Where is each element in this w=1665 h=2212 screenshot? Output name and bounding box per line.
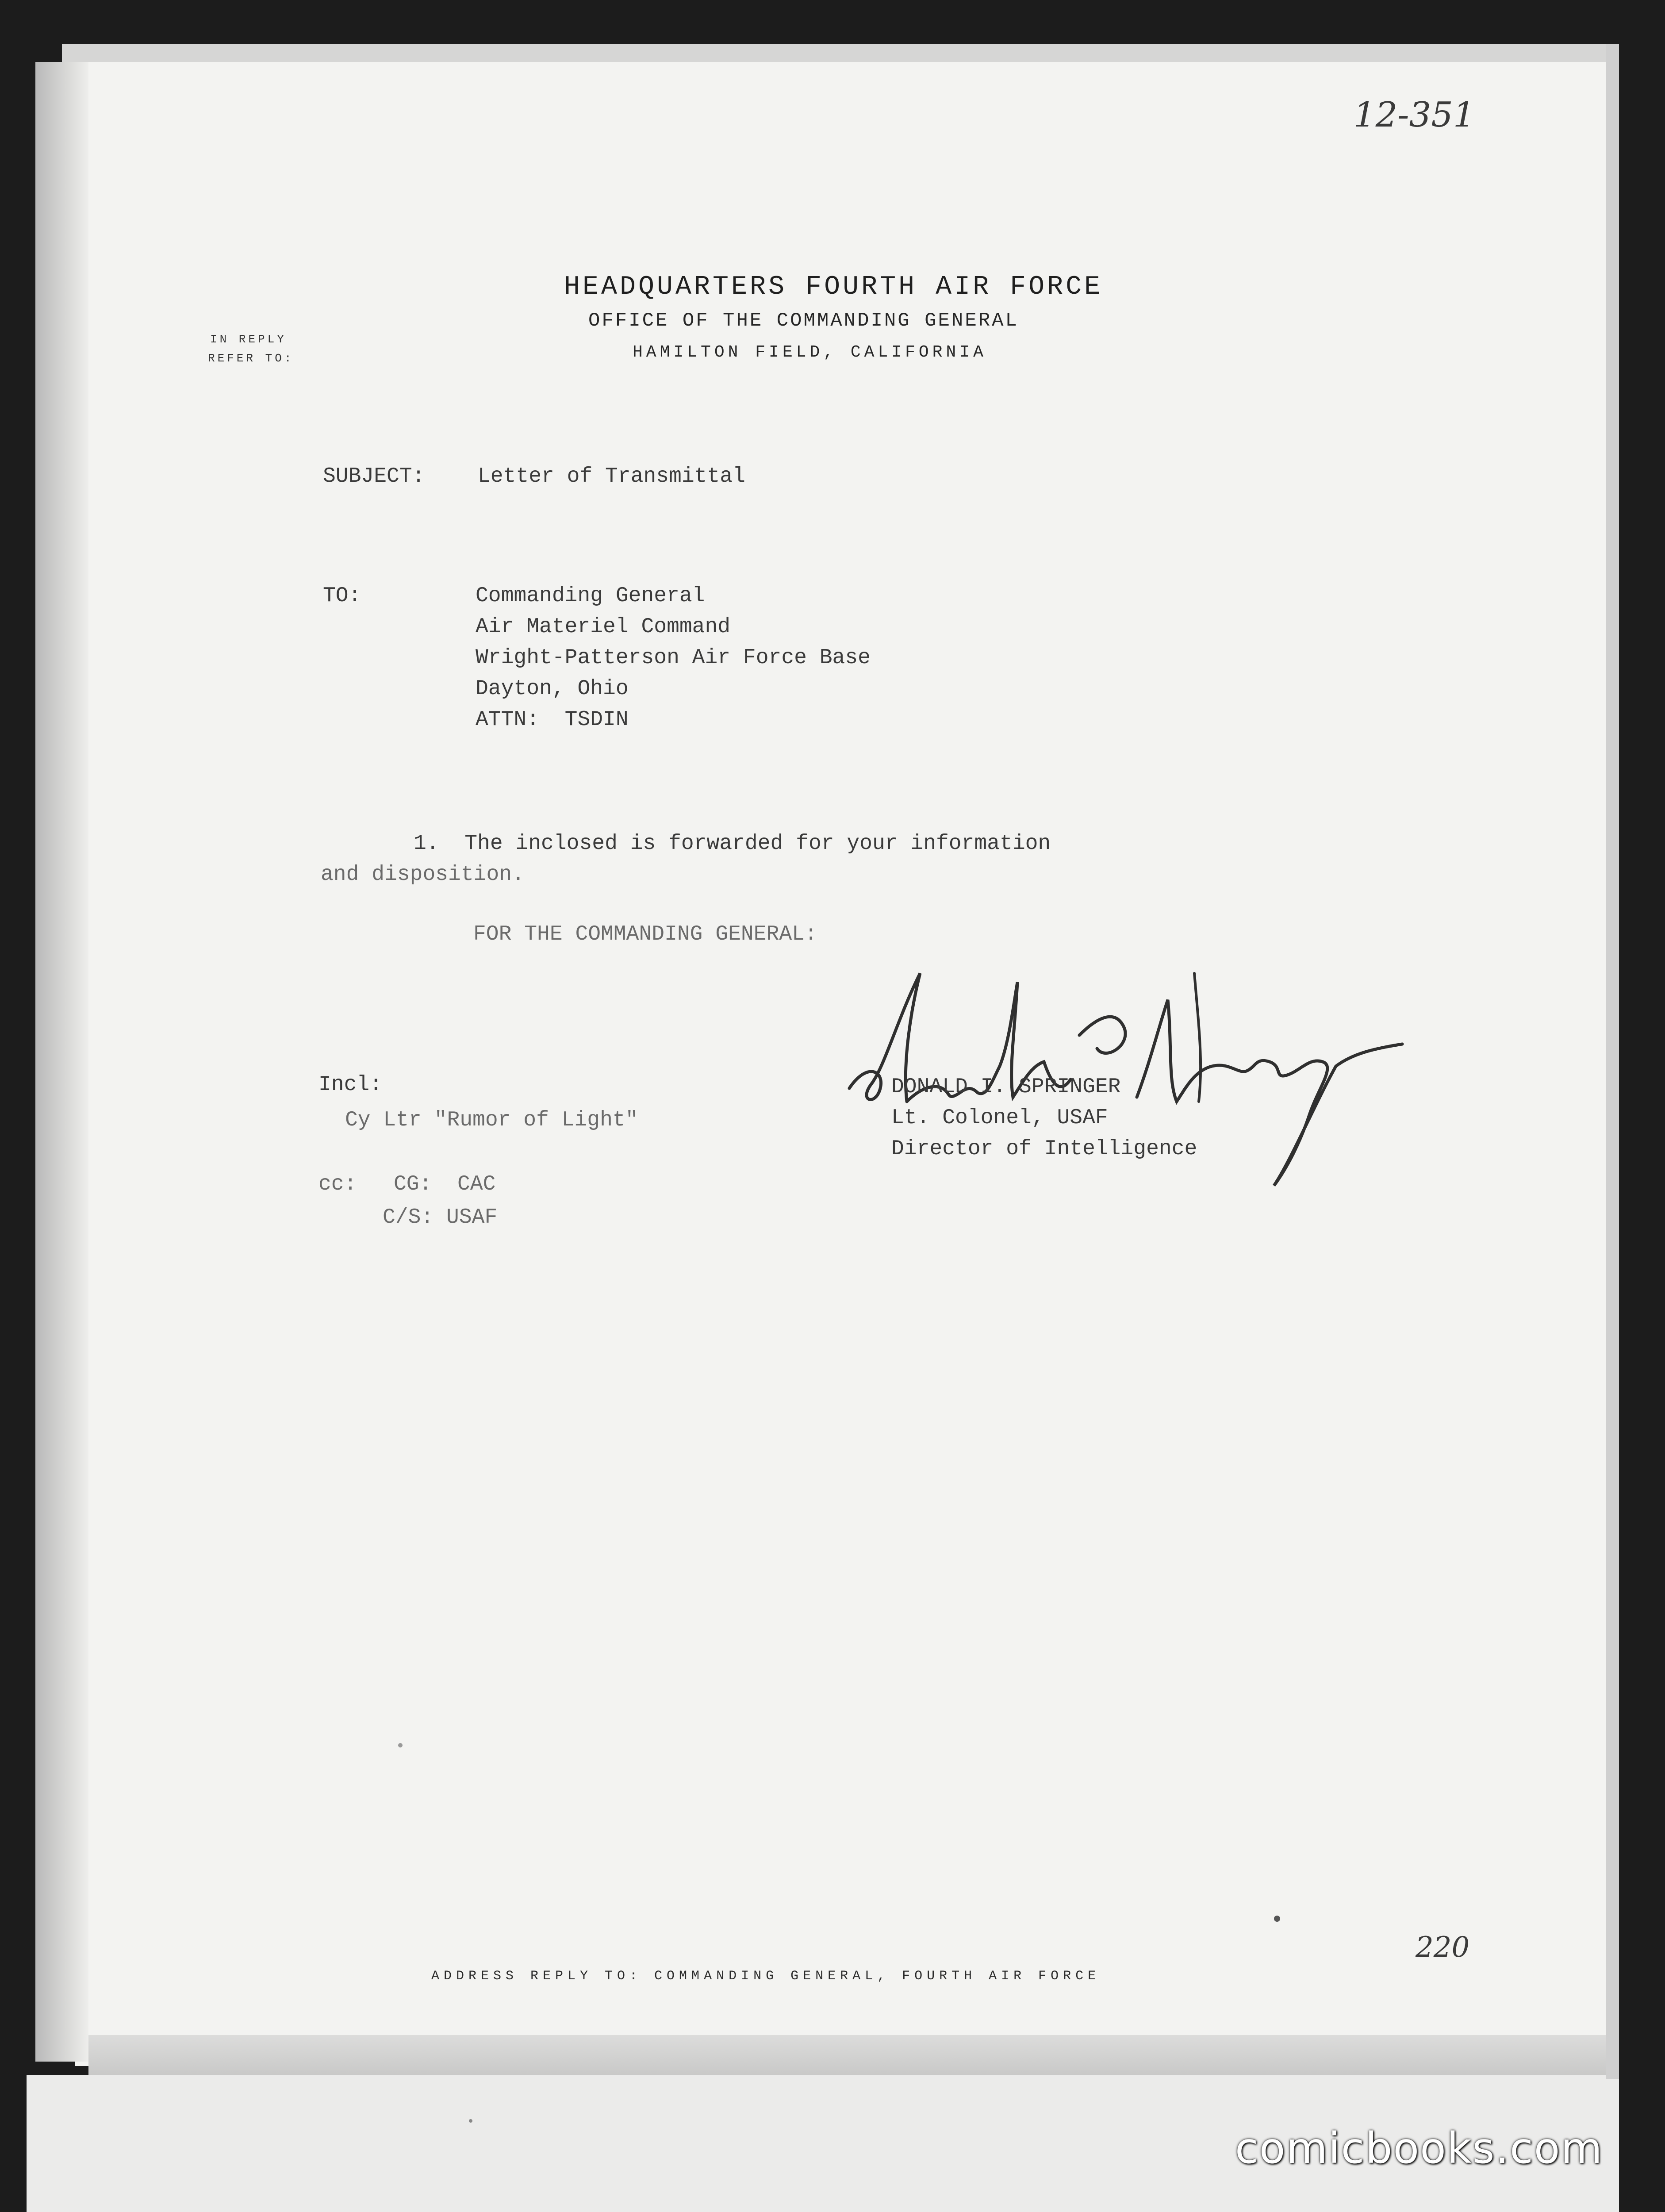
closing-line: FOR THE COMMANDING GENERAL:: [473, 922, 817, 946]
letterhead-title: HEADQUARTERS FOURTH AIR FORCE: [564, 272, 1103, 302]
letterhead-location: HAMILTON FIELD, CALIFORNIA: [633, 343, 987, 362]
page-top-edge: [62, 44, 1619, 62]
reply-ref-line1: IN REPLY: [210, 333, 287, 346]
signer-rank: Lt. Colonel, USAF: [891, 1106, 1108, 1130]
site-watermark: comicbooks.com: [1235, 2124, 1603, 2173]
to-line: ATTN: TSDIN: [476, 708, 629, 732]
paragraph-line: and disposition.: [321, 863, 525, 887]
reply-address-footer: ADDRESS REPLY TO: COMMANDING GENERAL, FOURTH AIR FORCE: [431, 1969, 1101, 1984]
subject-label: SUBJECT:: [323, 465, 425, 488]
page-left-shadow: [35, 62, 88, 2062]
to-label: TO:: [323, 584, 361, 608]
page-mark: 220: [1416, 1931, 1470, 1964]
paragraph-line: 1. The inclosed is forwarded for your information: [414, 832, 1051, 856]
file-number: 12-351: [1354, 95, 1475, 135]
inclosure-label: Incl:: [318, 1073, 383, 1097]
scan-speck: [398, 1743, 403, 1747]
to-line: Wright-Patterson Air Force Base: [476, 646, 871, 670]
letterhead-office: OFFICE OF THE COMMANDING GENERAL: [588, 310, 1019, 332]
scan-speck: [469, 2119, 472, 2123]
cc-line: C/S: USAF: [383, 1206, 498, 1229]
to-line: Commanding General: [476, 584, 705, 608]
cc-line: CG: CAC: [394, 1172, 496, 1196]
signer-name: DONALD I. SPRINGER: [891, 1075, 1121, 1099]
scan-speck: [1274, 1916, 1280, 1922]
subject-value: Letter of Transmittal: [478, 465, 745, 488]
page-right-edge: [1606, 44, 1619, 2079]
inclosure-item: Cy Ltr "Rumor of Light": [345, 1108, 638, 1132]
page-bottom-edge: [88, 2035, 1606, 2075]
cc-label: cc:: [318, 1172, 357, 1196]
to-line: Dayton, Ohio: [476, 677, 629, 701]
signer-title: Director of Intelligence: [891, 1137, 1197, 1161]
to-line: Air Materiel Command: [476, 615, 731, 639]
reply-ref-line2: REFER TO:: [208, 352, 294, 365]
